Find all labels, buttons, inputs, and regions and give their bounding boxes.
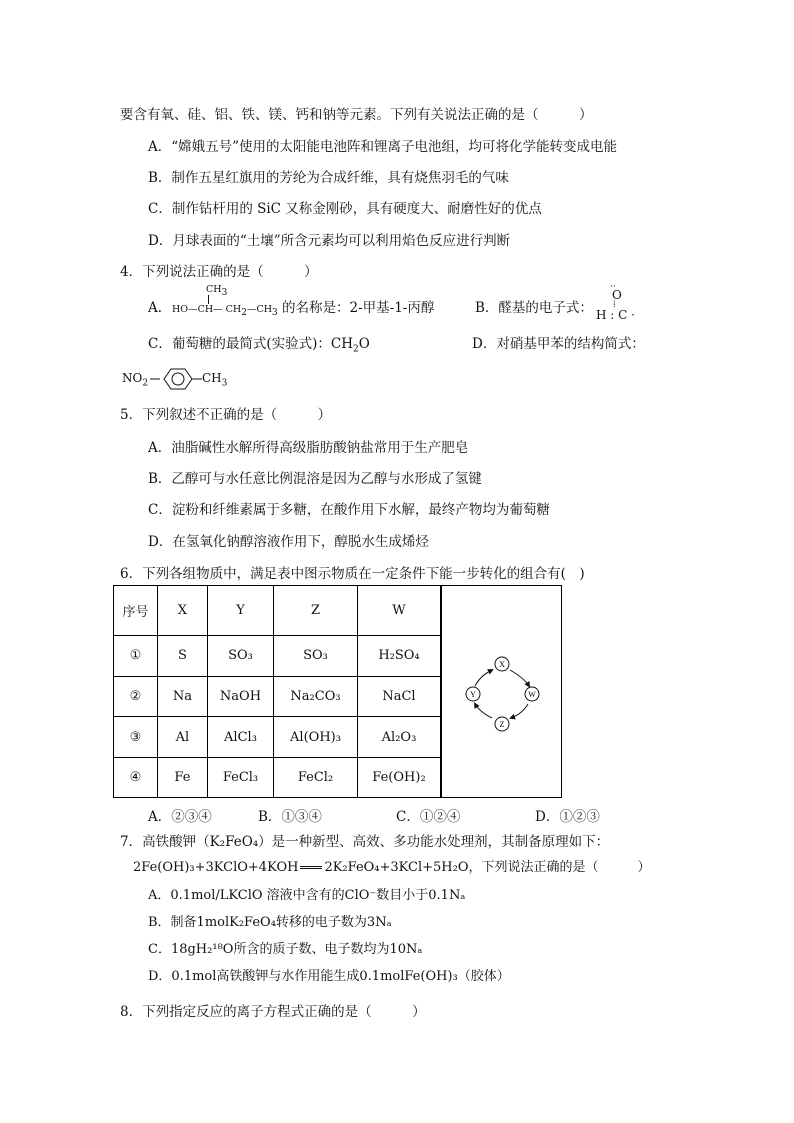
lewis-lone-pair: ·· bbox=[610, 282, 616, 292]
conversion-cycle-diagram bbox=[441, 586, 562, 797]
q5-option-d: D．在氢氧化钠醇溶液作用下，醇脱水生成烯烃 bbox=[148, 534, 429, 550]
header-x: X bbox=[157, 586, 207, 636]
table-cell: Na bbox=[157, 676, 207, 717]
q4-option-b-text: B．醛基的电子式： bbox=[475, 300, 593, 316]
header-y: Y bbox=[207, 586, 273, 636]
benzene-ring-icon bbox=[150, 366, 202, 392]
methyl-group: $CH_3$ bbox=[202, 371, 228, 389]
cycle-arrows-icon bbox=[442, 586, 562, 797]
q5-stem: 5．下列叙述不正确的是（ ） bbox=[120, 407, 332, 423]
nitro-group: $NO_2$ bbox=[122, 371, 149, 389]
lewis-oxygen: O bbox=[612, 288, 622, 302]
table-row bbox=[114, 758, 441, 797]
table-cell: Al(OH)₃ bbox=[274, 717, 358, 758]
table-row bbox=[114, 676, 441, 717]
q4-stem: 4．下列说法正确的是（ ） bbox=[120, 264, 318, 280]
node-y: Y bbox=[470, 690, 476, 699]
node-z: Z bbox=[499, 720, 505, 729]
q7-option-d: D．0.1mol高铁酸钾与水作用能生成0.1molFe(OH)₃（胶体） bbox=[148, 969, 510, 984]
table-cell: FeCl₃ bbox=[207, 758, 273, 797]
equals-sign-icon bbox=[300, 866, 322, 869]
table-cell: Na₂CO₃ bbox=[274, 676, 358, 717]
table-cell: Al bbox=[157, 717, 207, 758]
q8-stem: 8．下列指定反应的离子方程式正确的是（ ） bbox=[120, 1004, 426, 1020]
table-cell: ③ bbox=[114, 717, 157, 758]
table-cell: ② bbox=[114, 676, 157, 717]
q7-option-c: C．18gH₂¹⁸O所含的质子数、电子数均为10Nₐ bbox=[148, 942, 423, 957]
q7-option-a: A．0.1mol/LKClO 溶液中含有的ClO⁻数目小于0.1Nₐ bbox=[148, 888, 466, 903]
q5-option-c: C．淀粉和纤维素属于多糖，在酸作用下水解，最终产物均为葡萄糖 bbox=[148, 502, 550, 518]
header-index: 序号 bbox=[114, 586, 157, 636]
q4-option-a-text: 的名称是：2-甲基-1-丙醇 bbox=[282, 300, 435, 316]
table-cell: NaCl bbox=[357, 676, 440, 717]
table-cell: S bbox=[157, 636, 207, 677]
q4-option-a-prefix: A． bbox=[148, 300, 172, 316]
q3-option-c: C．制作钻杆用的 SiC 又称金刚砂，具有硬度大、耐磨性好的优点 bbox=[148, 201, 542, 217]
table-cell: Fe bbox=[157, 758, 207, 797]
q6-choice-a: A．②③④ bbox=[148, 809, 212, 825]
node-x: X bbox=[499, 660, 505, 669]
methyl-branch: $CH_3$ bbox=[206, 284, 228, 298]
lewis-double-pair: ⁞ bbox=[613, 300, 616, 310]
table-cell: AlCl₃ bbox=[207, 717, 273, 758]
equation-reactants: 2Fe(OH)₃+3KClO+4KOH bbox=[133, 860, 299, 875]
table-cell: Fe(OH)₂ bbox=[357, 758, 440, 797]
table-cell: FeCl₂ bbox=[274, 758, 358, 797]
q5-option-b: B．乙醇可与水任意比例混溶是因为乙醇与水形成了氢键 bbox=[148, 471, 482, 487]
table-cell: H₂SO₄ bbox=[357, 636, 440, 677]
q6-choice-c: C．①②④ bbox=[396, 809, 461, 825]
q6-choice-d: D．①②③ bbox=[535, 809, 600, 825]
table-cell: NaOH bbox=[207, 676, 273, 717]
header-z: Z bbox=[274, 586, 358, 636]
main-chain: HO—CH— $CH_2—CH_3$ bbox=[172, 304, 278, 318]
header-w: W bbox=[357, 586, 440, 636]
q6-table bbox=[113, 585, 562, 798]
q7-equation bbox=[133, 856, 651, 875]
q6-data-table bbox=[114, 586, 441, 797]
table-cell: ① bbox=[114, 636, 157, 677]
q7-stem: 7．高铁酸钾（K₂FeO₄）是一种新型、高效、多功能水处理剂，其制备原理如下： bbox=[120, 834, 610, 850]
q3-stem-continuation: 要含有氧、硅、铝、铁、镁、钙和钠等元素。下列有关说法正确的是（ ） bbox=[120, 107, 593, 123]
table-cell: ④ bbox=[114, 758, 157, 797]
q5-option-a: A．油脂碱性水解所得高级脂肪酸钠盐常用于生产肥皂 bbox=[148, 440, 469, 456]
aldehyde-lewis-structure bbox=[596, 282, 636, 324]
node-w: W bbox=[528, 690, 536, 699]
q4-option-d-text: D．对硝基甲苯的结构简式： bbox=[472, 336, 645, 352]
table-header-row bbox=[114, 586, 441, 636]
equation-products: 2K₂FeO₄+3KCl+5H₂O，下列说法正确的是（ ） bbox=[324, 860, 651, 875]
lewis-h-c: H : C · bbox=[596, 308, 635, 322]
table-cell: SO₃ bbox=[274, 636, 358, 677]
q6-choice-b: B．①③④ bbox=[258, 809, 322, 825]
p-nitrotoluene-structure bbox=[122, 366, 232, 392]
q6-stem: 6．下列各组物质中，满足表中图示物质在一定条件下能一步转化的组合有( ) bbox=[120, 566, 585, 582]
q4-option-a-structure bbox=[172, 284, 282, 324]
table-row bbox=[114, 717, 441, 758]
branch-bond bbox=[208, 295, 210, 304]
q3-option-a: A．“嫦娥五号”使用的太阳能电池阵和锂离子电池组，均可将化学能转变成电能 bbox=[148, 139, 618, 155]
table-cell: SO₃ bbox=[207, 636, 273, 677]
q3-option-d: D．月球表面的“土壤”所含元素均可以利用焰色反应进行判断 bbox=[148, 233, 511, 249]
q3-option-b: B．制作五星红旗用的芳纶为合成纤维，具有烧焦羽毛的气味 bbox=[148, 170, 509, 186]
q7-option-b: B．制备1molK₂FeO₄转移的电子数为3Nₐ bbox=[148, 915, 392, 930]
table-row bbox=[114, 636, 441, 677]
table-cell: Al₂O₃ bbox=[357, 717, 440, 758]
q4-option-c: C．葡萄糖的最简式(实验式)：$CH_2O$ bbox=[148, 336, 370, 355]
